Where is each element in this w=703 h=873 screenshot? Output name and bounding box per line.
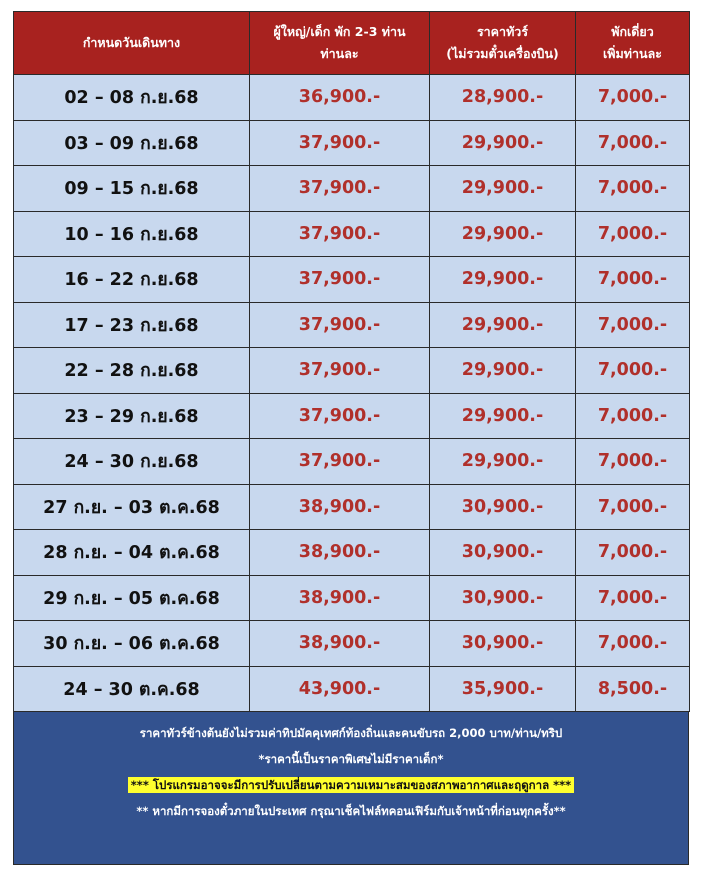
header-date bbox=[14, 12, 250, 75]
date-cell: 27 ก.ย. – 03 ต.ค.68 bbox=[14, 484, 250, 530]
single-supplement-cell: 7,000.- bbox=[576, 257, 690, 303]
date-cell: 30 ก.ย. – 06 ต.ค.68 bbox=[14, 621, 250, 667]
land-price-cell: 30,900.- bbox=[430, 575, 576, 621]
price-table-body bbox=[14, 75, 690, 712]
table-row bbox=[14, 393, 690, 439]
adult-price-cell: 37,900.- bbox=[250, 166, 430, 212]
date-cell: 24 – 30 ต.ค.68 bbox=[14, 666, 250, 712]
single-supplement-cell: 7,000.- bbox=[576, 439, 690, 485]
adult-price-cell: 37,900.- bbox=[250, 348, 430, 394]
header-single-supplement bbox=[576, 12, 690, 75]
adult-price-cell: 38,900.- bbox=[250, 530, 430, 576]
table-row bbox=[14, 666, 690, 712]
price-table bbox=[13, 11, 690, 712]
adult-price-cell: 43,900.- bbox=[250, 666, 430, 712]
land-price-cell: 29,900.- bbox=[430, 393, 576, 439]
header-land-line2: (ไม่รวมตั๋วเครื่องบิน) bbox=[446, 46, 559, 61]
table-row bbox=[14, 621, 690, 667]
table-row bbox=[14, 348, 690, 394]
land-price-cell: 30,900.- bbox=[430, 530, 576, 576]
land-price-cell: 30,900.- bbox=[430, 484, 576, 530]
single-supplement-cell: 7,000.- bbox=[576, 530, 690, 576]
date-cell: 29 ก.ย. – 05 ต.ค.68 bbox=[14, 575, 250, 621]
date-cell: 09 – 15 ก.ย.68 bbox=[14, 166, 250, 212]
header-date-line: กำหนดวันเดินทาง bbox=[82, 35, 181, 50]
land-price-cell: 28,900.- bbox=[430, 75, 576, 121]
land-price-cell: 29,900.- bbox=[430, 211, 576, 257]
header-land-line1: ราคาทัวร์ bbox=[476, 24, 529, 39]
table-row bbox=[14, 575, 690, 621]
adult-price-cell: 37,900.- bbox=[250, 257, 430, 303]
price-sheet bbox=[13, 11, 689, 865]
adult-price-cell: 37,900.- bbox=[250, 211, 430, 257]
adult-price-cell: 38,900.- bbox=[250, 484, 430, 530]
note-program-change: *** โปรแกรมอาจจะมีการปรับเปลี่ยนตามความเหมาะสมของสภาพอากาศและฤดูกาล *** bbox=[128, 777, 574, 793]
table-row bbox=[14, 166, 690, 212]
table-row bbox=[14, 257, 690, 303]
table-row bbox=[14, 75, 690, 121]
adult-price-cell: 36,900.- bbox=[250, 75, 430, 121]
note-no-child-price: *ราคานี้เป็นราคาพิเศษไม่มีราคาเด็ก* bbox=[258, 752, 444, 766]
note-tip: ราคาทัวร์ข้างต้นยังไม่รวมค่าทิปมัคคุเทศก์ท้องถิ่นและคนขับรถ 2,000 บาท/ท่าน/ทริป bbox=[139, 726, 563, 740]
land-price-cell: 29,900.- bbox=[430, 120, 576, 166]
header-adult-price bbox=[250, 12, 430, 75]
date-cell: 23 – 29 ก.ย.68 bbox=[14, 393, 250, 439]
table-header-row bbox=[14, 12, 690, 75]
single-supplement-cell: 7,000.- bbox=[576, 348, 690, 394]
adult-price-cell: 38,900.- bbox=[250, 575, 430, 621]
single-supplement-cell: 7,000.- bbox=[576, 211, 690, 257]
land-price-cell: 29,900.- bbox=[430, 166, 576, 212]
header-single-line1: พักเดี่ยว bbox=[611, 24, 654, 39]
single-supplement-cell: 7,000.- bbox=[576, 120, 690, 166]
adult-price-cell: 37,900.- bbox=[250, 302, 430, 348]
table-row bbox=[14, 530, 690, 576]
single-supplement-cell: 7,000.- bbox=[576, 166, 690, 212]
notes-box bbox=[13, 712, 689, 865]
header-single-line2: เพิ่มท่านละ bbox=[603, 46, 662, 61]
land-price-cell: 29,900.- bbox=[430, 439, 576, 485]
single-supplement-cell: 8,500.- bbox=[576, 666, 690, 712]
date-cell: 16 – 22 ก.ย.68 bbox=[14, 257, 250, 303]
header-land-price bbox=[430, 12, 576, 75]
note-program-change-wrap bbox=[14, 772, 688, 798]
date-cell: 22 – 28 ก.ย.68 bbox=[14, 348, 250, 394]
land-price-cell: 29,900.- bbox=[430, 348, 576, 394]
single-supplement-cell: 7,000.- bbox=[576, 575, 690, 621]
adult-price-cell: 37,900.- bbox=[250, 393, 430, 439]
single-supplement-cell: 7,000.- bbox=[576, 621, 690, 667]
date-cell: 03 – 09 ก.ย.68 bbox=[14, 120, 250, 166]
adult-price-cell: 37,900.- bbox=[250, 439, 430, 485]
table-row bbox=[14, 484, 690, 530]
table-row bbox=[14, 211, 690, 257]
land-price-cell: 29,900.- bbox=[430, 257, 576, 303]
date-cell: 10 – 16 ก.ย.68 bbox=[14, 211, 250, 257]
header-adult-line2: ท่านละ bbox=[320, 46, 359, 61]
header-adult-line1: ผู้ใหญ่/เด็ก พัก 2-3 ท่าน bbox=[273, 24, 406, 39]
single-supplement-cell: 7,000.- bbox=[576, 75, 690, 121]
note-domestic-ticket: ** หากมีการจองตั๋วภายในประเทศ กรุณาเช็คไฟล์ทคอนเฟิร์มกับเจ้าหน้าที่ก่อนทุกครั้ง** bbox=[136, 804, 566, 818]
single-supplement-cell: 7,000.- bbox=[576, 484, 690, 530]
date-cell: 02 – 08 ก.ย.68 bbox=[14, 75, 250, 121]
table-row bbox=[14, 439, 690, 485]
land-price-cell: 35,900.- bbox=[430, 666, 576, 712]
date-cell: 17 – 23 ก.ย.68 bbox=[14, 302, 250, 348]
table-row bbox=[14, 120, 690, 166]
single-supplement-cell: 7,000.- bbox=[576, 302, 690, 348]
land-price-cell: 29,900.- bbox=[430, 302, 576, 348]
adult-price-cell: 37,900.- bbox=[250, 120, 430, 166]
land-price-cell: 30,900.- bbox=[430, 621, 576, 667]
single-supplement-cell: 7,000.- bbox=[576, 393, 690, 439]
adult-price-cell: 38,900.- bbox=[250, 621, 430, 667]
date-cell: 28 ก.ย. – 04 ต.ค.68 bbox=[14, 530, 250, 576]
table-row bbox=[14, 302, 690, 348]
date-cell: 24 – 30 ก.ย.68 bbox=[14, 439, 250, 485]
